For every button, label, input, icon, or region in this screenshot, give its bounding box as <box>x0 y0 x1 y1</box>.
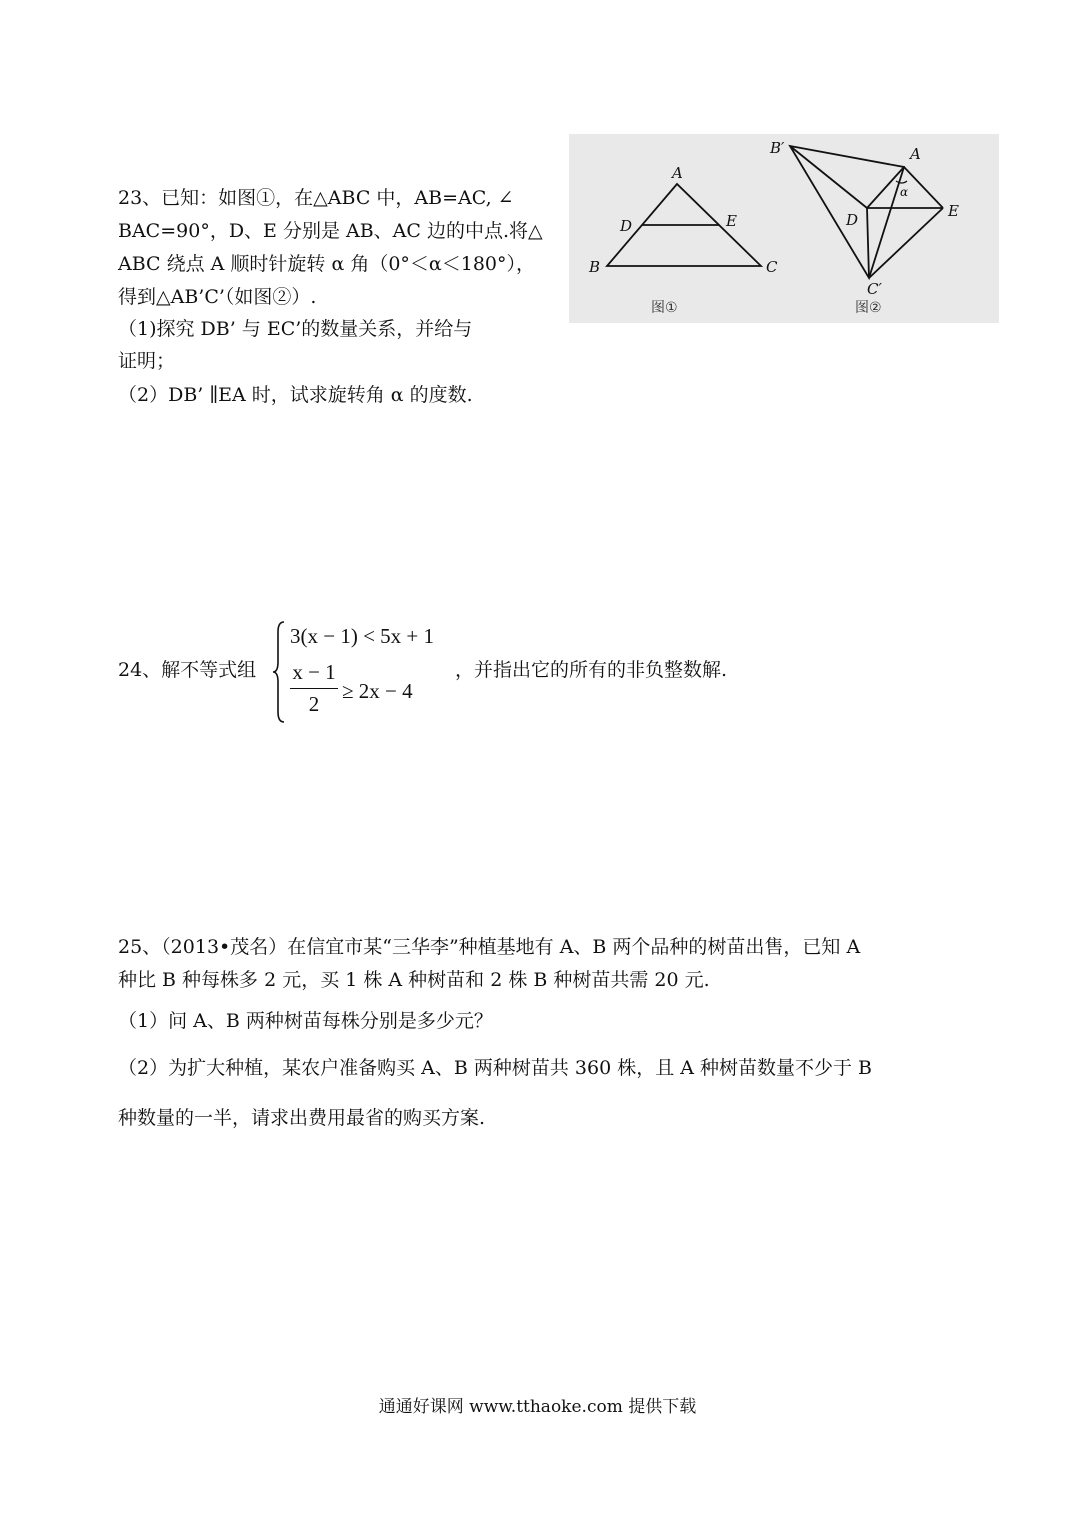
fraction-numerator: x − 1 <box>292 660 336 684</box>
fig1-label-c: C <box>766 258 778 276</box>
q25-line-2: 种比 B 种每株多 2 元，买 1 株 A 种树苗和 2 株 B 种树苗共需 20 元. <box>118 969 710 991</box>
q23-figure <box>569 134 999 323</box>
q23-line-6: 证明； <box>118 350 176 372</box>
inequality-2-rhs: ≥ 2x − 4 <box>342 679 413 703</box>
fig2-label-b1: B′ <box>770 139 785 157</box>
q23-line-3: ABC 绕点 A 顺时针旋转 α 角（0°＜α＜180°）， <box>118 253 536 275</box>
q25-line-3: （1）问 A、B 两种树苗每株分别是多少元？ <box>118 1010 493 1032</box>
fig1-label-e: E <box>726 212 737 230</box>
q25-line-5: 种数量的一半，请求出费用最省的购买方案. <box>118 1107 486 1129</box>
q25-line-1: 25、（2013•茂名）在信宜市某“三华李”种植基地有 A、B 两个品种的树苗出售，已知 A <box>118 936 861 958</box>
q24-prefix: 24、解不等式组 <box>118 659 257 681</box>
q23-line-2: BAC=90°，D、E 分别是 AB、AC 边的中点.将△ <box>118 220 543 242</box>
fraction-denominator: 2 <box>308 692 320 716</box>
q24-suffix: ，并指出它的所有的非负整数解. <box>455 659 728 681</box>
q25-line-4: （2）为扩大种植，某农户准备购买 A、B 两种树苗共 360 株，且 A 种树苗数量不少于 B <box>118 1057 872 1079</box>
fig1-label-a: A <box>672 164 683 182</box>
figure-background <box>569 134 999 323</box>
fraction <box>290 660 338 717</box>
page-footer: 通通好课网 www.tthaoke.com 提供下载 <box>378 1397 697 1417</box>
fig1-caption: 图① <box>651 300 678 316</box>
fig2-label-e: E <box>948 202 959 220</box>
fig1-label-d: D <box>620 217 633 235</box>
q23-line-7: （2）DB’ ∥EA 时，试求旋转角 α 的度数. <box>118 384 473 406</box>
fig2-label-d: D <box>846 211 859 229</box>
fraction-bar <box>290 688 338 689</box>
fig2-label-a: A <box>910 145 921 163</box>
q23-line-4: 得到△AB’C’（如图②）. <box>118 286 317 308</box>
fig2-label-c1: C′ <box>867 280 882 298</box>
fig2-label-alpha: α <box>900 185 909 199</box>
fig1-label-b: B <box>589 258 601 276</box>
q23-line-1: 23、已知：如图①，在△ABC 中，AB=AC, ∠ <box>118 187 514 209</box>
q23-line-5: （1)探究 DB’ 与 EC’的数量关系，并给与 <box>118 318 473 340</box>
inequality-1: 3(x − 1) < 5x + 1 <box>290 624 435 648</box>
fig2-caption: 图② <box>855 300 882 316</box>
system-brace <box>272 620 286 724</box>
